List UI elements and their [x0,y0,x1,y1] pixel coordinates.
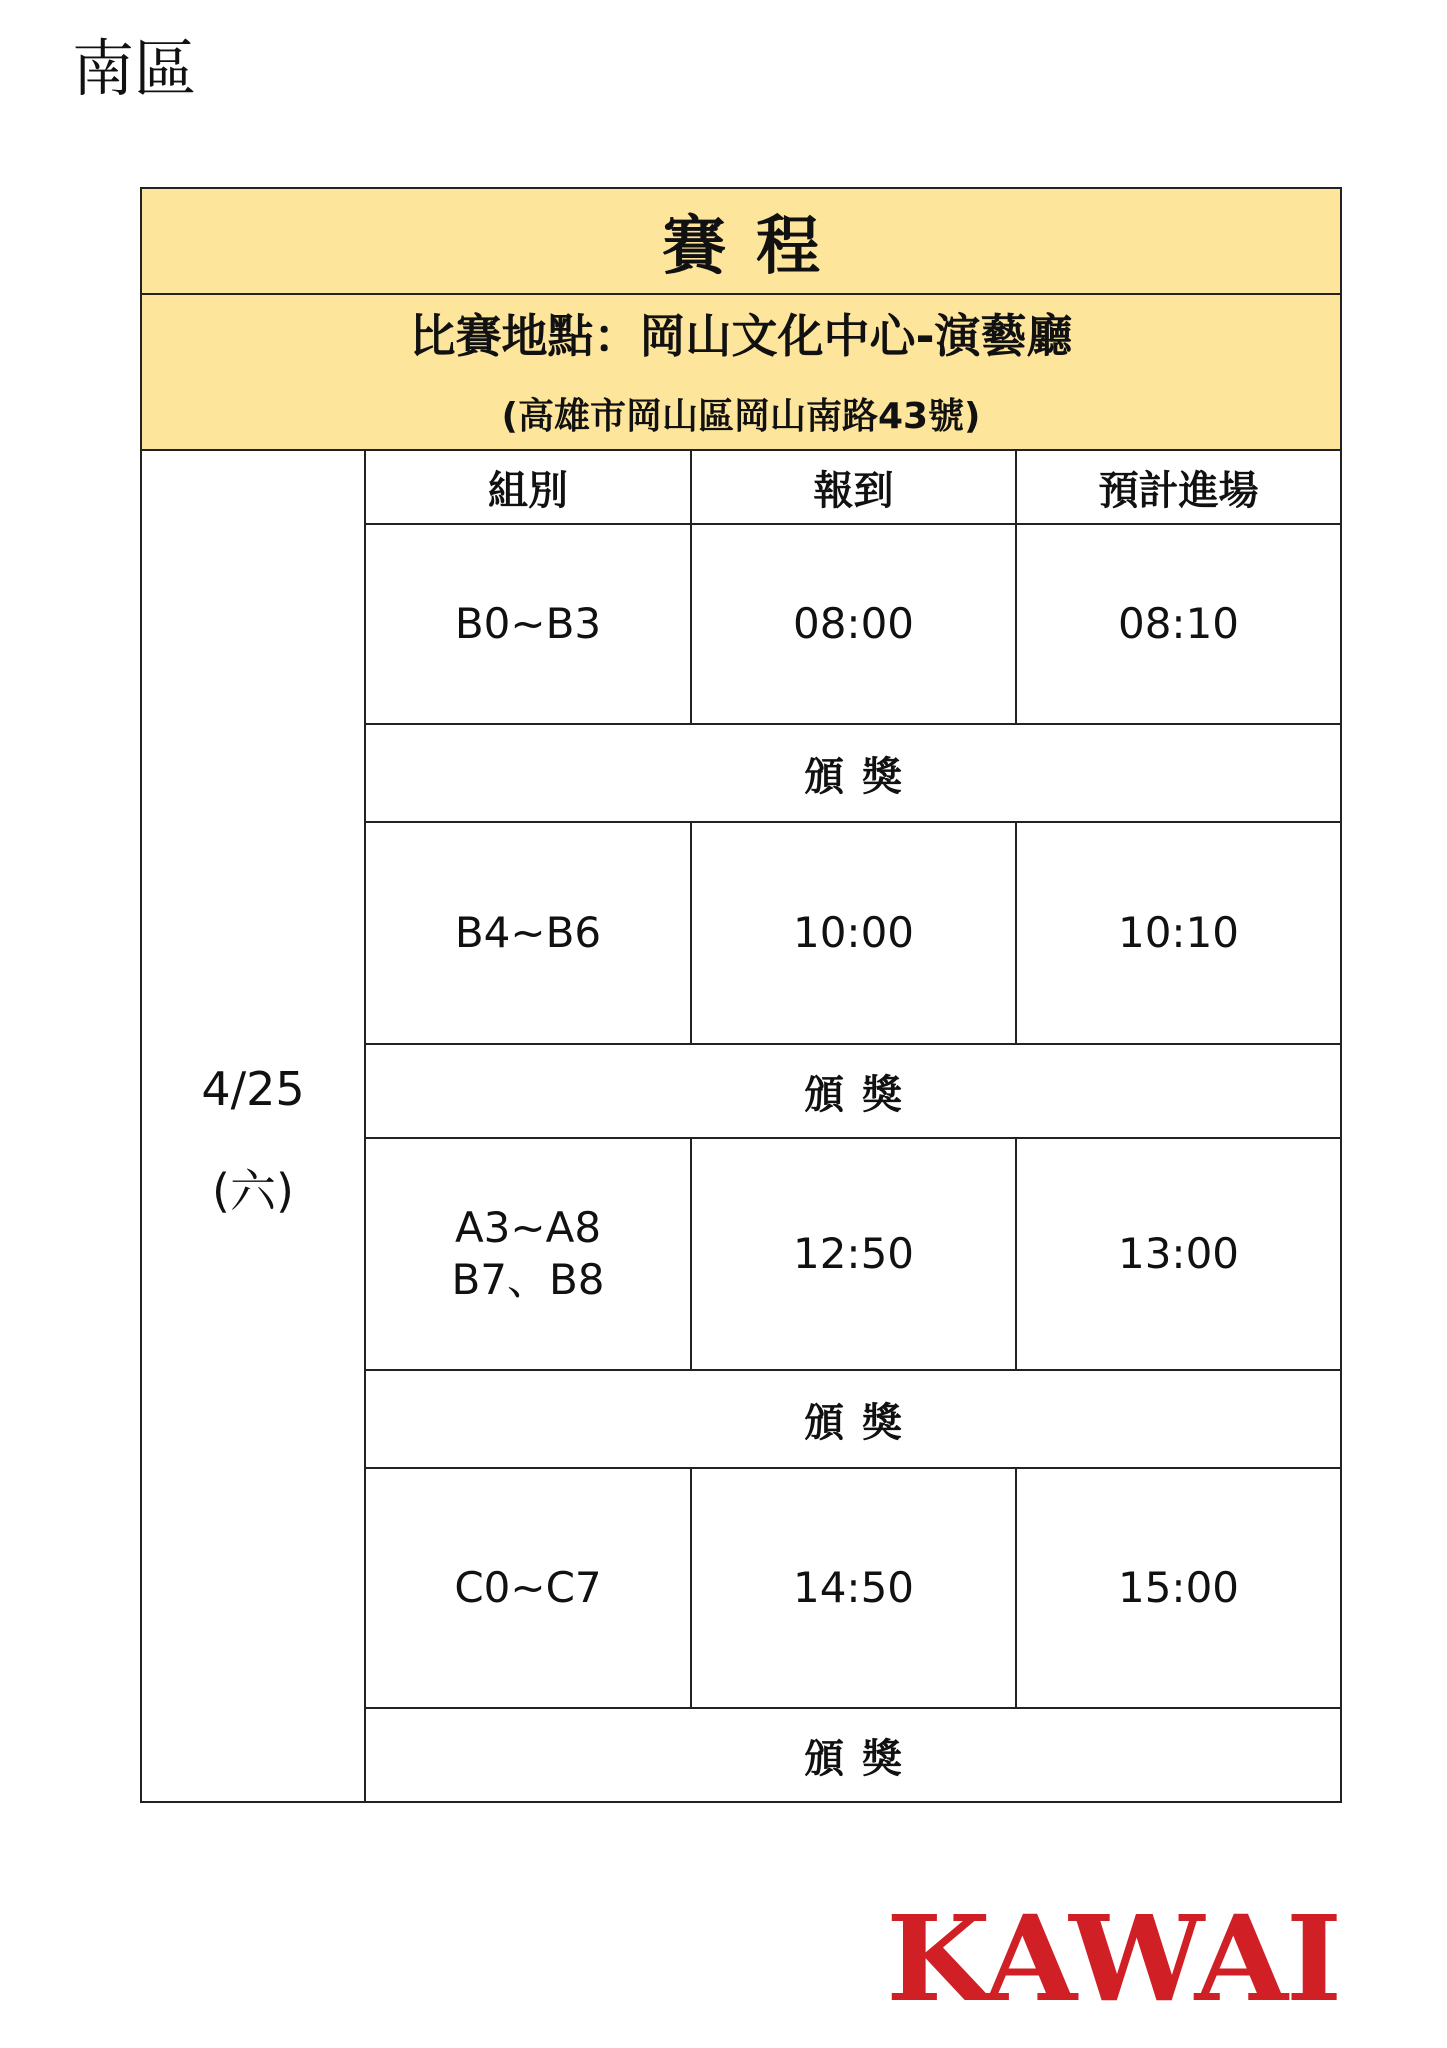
award-ceremony: 頒獎 [365,1044,1341,1138]
venue-address: (高雄市岡山區岡山南路43號) [501,395,981,437]
date-cell [141,450,365,1802]
event-weekday: (六) [212,1164,294,1218]
award-ceremony: 頒獎 [365,1708,1341,1802]
venue-name: 比賽地點：岡山文化中心-演藝廳 [409,308,1073,363]
region-label: 南區 [72,32,197,105]
group-cell: B4~B6 [365,822,691,1044]
venue-row [141,294,1341,450]
venue-cell [141,294,1341,450]
group-line: A3~A8 [454,1202,602,1252]
group-cell: B0~B3 [365,524,691,724]
award-ceremony: 頒獎 [365,1370,1341,1468]
group-cell: C0~C7 [365,1468,691,1708]
entry-time: 13:00 [1016,1138,1341,1370]
title-row [141,188,1341,294]
header-row [141,450,1341,524]
checkin-time: 08:00 [691,524,1016,724]
group-line: B7、B8 [451,1255,605,1304]
schedule-table [140,187,1342,1803]
group-cell [365,1138,691,1370]
header-group: 組別 [365,450,691,524]
event-date: 4/25 [201,1062,305,1117]
header-checkin: 報到 [691,450,1016,524]
award-ceremony: 頒獎 [365,724,1341,822]
kawai-logo: KAWAI [885,1889,1340,2028]
schedule-title: 賽程 [141,188,1341,294]
checkin-time: 10:00 [691,822,1016,1044]
header-entry: 預計進場 [1016,450,1341,524]
entry-time: 15:00 [1016,1468,1341,1708]
entry-time: 08:10 [1016,524,1341,724]
checkin-time: 14:50 [691,1468,1016,1708]
checkin-time: 12:50 [691,1138,1016,1370]
entry-time: 10:10 [1016,822,1341,1044]
